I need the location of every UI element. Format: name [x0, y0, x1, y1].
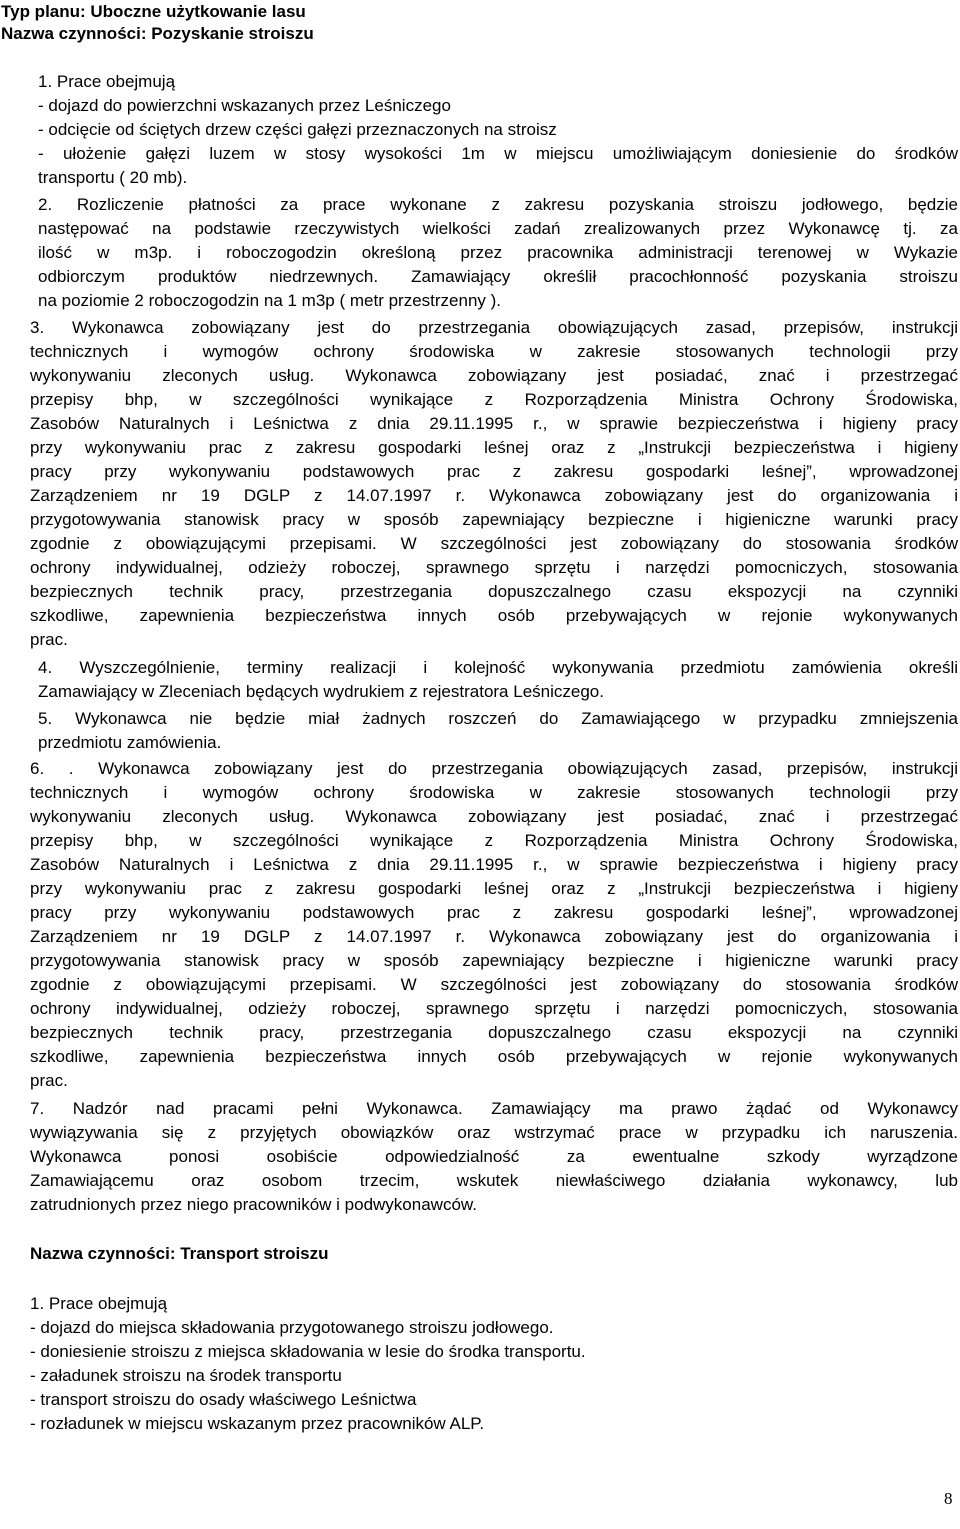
item-3-line: technicznych i wymogów ochrony środowiska w zakresie stosowanych technologii przy	[30, 342, 958, 361]
item-3-line: wykonywaniu zleconych usług. Wykonawca zobowiązany jest posiadać, znać i przestrzegać	[30, 366, 958, 385]
item-3-line: szkodliwe, zapewnienia bezpieczeństwa innych osób przebywających w rejonie wykonywanych	[30, 606, 958, 625]
item-3-line: przepisy bhp, w szczególności wynikające z Rozporządzenia Ministra Ochrony Środowiska,	[30, 390, 958, 409]
item-6-line: Zasobów Naturalnych i Leśnictwa z dnia 29.11.1995 r., w sprawie bezpieczeństwa i higieny pracy	[30, 855, 958, 874]
item-6-line: 6. . Wykonawca zobowiązany jest do przestrzegania obowiązujących zasad, przepisów, instrukcji	[30, 759, 958, 778]
item-2-line: 2. Rozliczenie płatności za prace wykonane z zakresu pozyskania stroiszu jodłowego, będzie	[38, 195, 958, 214]
item-3-line: przy wykonywaniu prac z zakresu gospodarki leśnej oraz z „Instrukcji bezpieczeństwa i higieny	[30, 438, 958, 457]
list-item: - doniesienie stroiszu z miejsca składowania w lesie do środka transportu.	[30, 1342, 586, 1361]
item-4-line: 4. Wyszczególnienie, terminy realizacji i kolejność wykonywania przedmiotu zamówienia określi	[38, 658, 958, 677]
item-7-line: 7. Nadzór nad pracami pełni Wykonawca. Zamawiający ma prawo żądać od Wykonawcy	[30, 1099, 958, 1118]
item-2-line: odbiorczym produktów niedrzewnych. Zamawiający określił pracochłonność pozyskania stroiszu	[38, 267, 958, 286]
item-5-line: przedmiotu zamówienia.	[38, 733, 222, 752]
item-6-line: Zarządzeniem nr 19 DGLP z 14.07.1997 r. Wykonawca zobowiązany jest do organizowania i	[30, 927, 958, 946]
item-3-line: bezpiecznych technik pracy, przestrzegania dopuszczalnego czasu ekspozycji na czynniki	[30, 582, 958, 601]
item-6-line: technicznych i wymogów ochrony środowiska w zakresie stosowanych technologii przy	[30, 783, 958, 802]
item-7-line: zatrudnionych przez niego pracowników i podwykonawców.	[30, 1195, 477, 1214]
item-7-line: Wykonawca ponosi osobiście odpowiedzialność za ewentualne szkody wyrządzone	[30, 1147, 958, 1166]
item-1-title: 1. Prace obejmują	[38, 72, 176, 91]
item-3-line: ochrony indywidualnej, odzieży roboczej, sprawnego sprzętu i narzędzi pomocniczych, stosowania	[30, 558, 958, 577]
item-3-line: Zasobów Naturalnych i Leśnictwa z dnia 29.11.1995 r., w sprawie bezpieczeństwa i higieny pracy	[30, 414, 958, 433]
item-6-line: przepisy bhp, w szczególności wynikające z Rozporządzenia Ministra Ochrony Środowiska,	[30, 831, 958, 850]
item-2-line: następować na podstawie rzeczywistych wielkości zadań zrealizowanych przez Wykonawcę tj. za	[38, 219, 958, 238]
list-item: - rozładunek w miejscu wskazanym przez pracowników ALP.	[30, 1414, 485, 1433]
plan-type-heading: Typ planu: Uboczne użytkowanie lasu	[1, 2, 306, 21]
activity-name-heading: Nazwa czynności: Pozyskanie stroiszu	[1, 24, 314, 43]
item-7-line: wywiązywania się z przyjętych obowiązków oraz wstrzymać prace w przypadku ich naruszenia.	[30, 1123, 958, 1142]
item-3-line: zgodnie z obowiązującymi przepisami. W szczególności jest zobowiązany do stosowania środków	[30, 534, 958, 553]
item-6-line: prac.	[30, 1071, 68, 1090]
item-2-line: ilość w m3p. i roboczogodzin określoną przez pracownika administracji terenowej w Wykazie	[38, 243, 958, 262]
item-6-line: pracy przy wykonywaniu podstawowych prac z zakresu gospodarki leśnej”, wprowadzonej	[30, 903, 958, 922]
transport-activity-heading: Nazwa czynności: Transport stroiszu	[30, 1244, 329, 1263]
list-item: - dojazd do powierzchni wskazanych przez Leśniczego	[38, 96, 451, 115]
item-3-line: Zarządzeniem nr 19 DGLP z 14.07.1997 r. Wykonawca zobowiązany jest do organizowania i	[30, 486, 958, 505]
item-3-line: prac.	[30, 630, 68, 649]
item-3-line: przygotowywania stanowisk pracy w sposób zapewniający bezpieczne i higieniczne warunki pracy	[30, 510, 958, 529]
item-4-line: Zamawiający w Zleceniach będących wydrukiem z rejestratora Leśniczego.	[38, 682, 604, 701]
list-item: transportu ( 20 mb).	[38, 168, 188, 187]
item-5-line: 5. Wykonawca nie będzie miał żadnych roszczeń do Zamawiającego w przypadku zmniejszenia	[38, 709, 958, 728]
item-6-line: szkodliwe, zapewnienia bezpieczeństwa innych osób przebywających w rejonie wykonywanych	[30, 1047, 958, 1066]
transport-item-1-title: 1. Prace obejmują	[30, 1294, 168, 1313]
item-6-line: wykonywaniu zleconych usług. Wykonawca zobowiązany jest posiadać, znać i przestrzegać	[30, 807, 958, 826]
item-3-line: 3. Wykonawca zobowiązany jest do przestrzegania obowiązujących zasad, przepisów, instrukcji	[30, 318, 958, 337]
item-6-line: ochrony indywidualnej, odzieży roboczej, sprawnego sprzętu i narzędzi pomocniczych, stosowania	[30, 999, 958, 1018]
item-6-line: bezpiecznych technik pracy, przestrzegania dopuszczalnego czasu ekspozycji na czynniki	[30, 1023, 958, 1042]
item-6-line: przygotowywania stanowisk pracy w sposób zapewniający bezpieczne i higieniczne warunki pracy	[30, 951, 958, 970]
list-item: - ułożenie gałęzi luzem w stosy wysokości 1m w miejscu umożliwiającym doniesienie do środków	[38, 144, 958, 163]
list-item: - załadunek stroiszu na środek transportu	[30, 1366, 342, 1385]
list-item: - odcięcie od ściętych drzew części gałęzi przeznaczonych na stroisz	[38, 120, 557, 139]
item-6-line: przy wykonywaniu prac z zakresu gospodarki leśnej oraz z „Instrukcji bezpieczeństwa i higieny	[30, 879, 958, 898]
list-item: - dojazd do miejsca składowania przygotowanego stroiszu jodłowego.	[30, 1318, 554, 1337]
item-3-line: pracy przy wykonywaniu podstawowych prac z zakresu gospodarki leśnej”, wprowadzonej	[30, 462, 958, 481]
item-2-line: na poziomie 2 roboczogodzin na 1 m3p ( metr przestrzenny ).	[38, 291, 502, 310]
item-7-line: Zamawiającemu oraz osobom trzecim, wskutek niewłaściwego działania wykonawcy, lub	[30, 1171, 958, 1190]
item-6-line: zgodnie z obowiązującymi przepisami. W szczególności jest zobowiązany do stosowania środków	[30, 975, 958, 994]
list-item: - transport stroiszu do osady właściwego Leśnictwa	[30, 1390, 417, 1409]
page-number: 8	[944, 1489, 953, 1508]
